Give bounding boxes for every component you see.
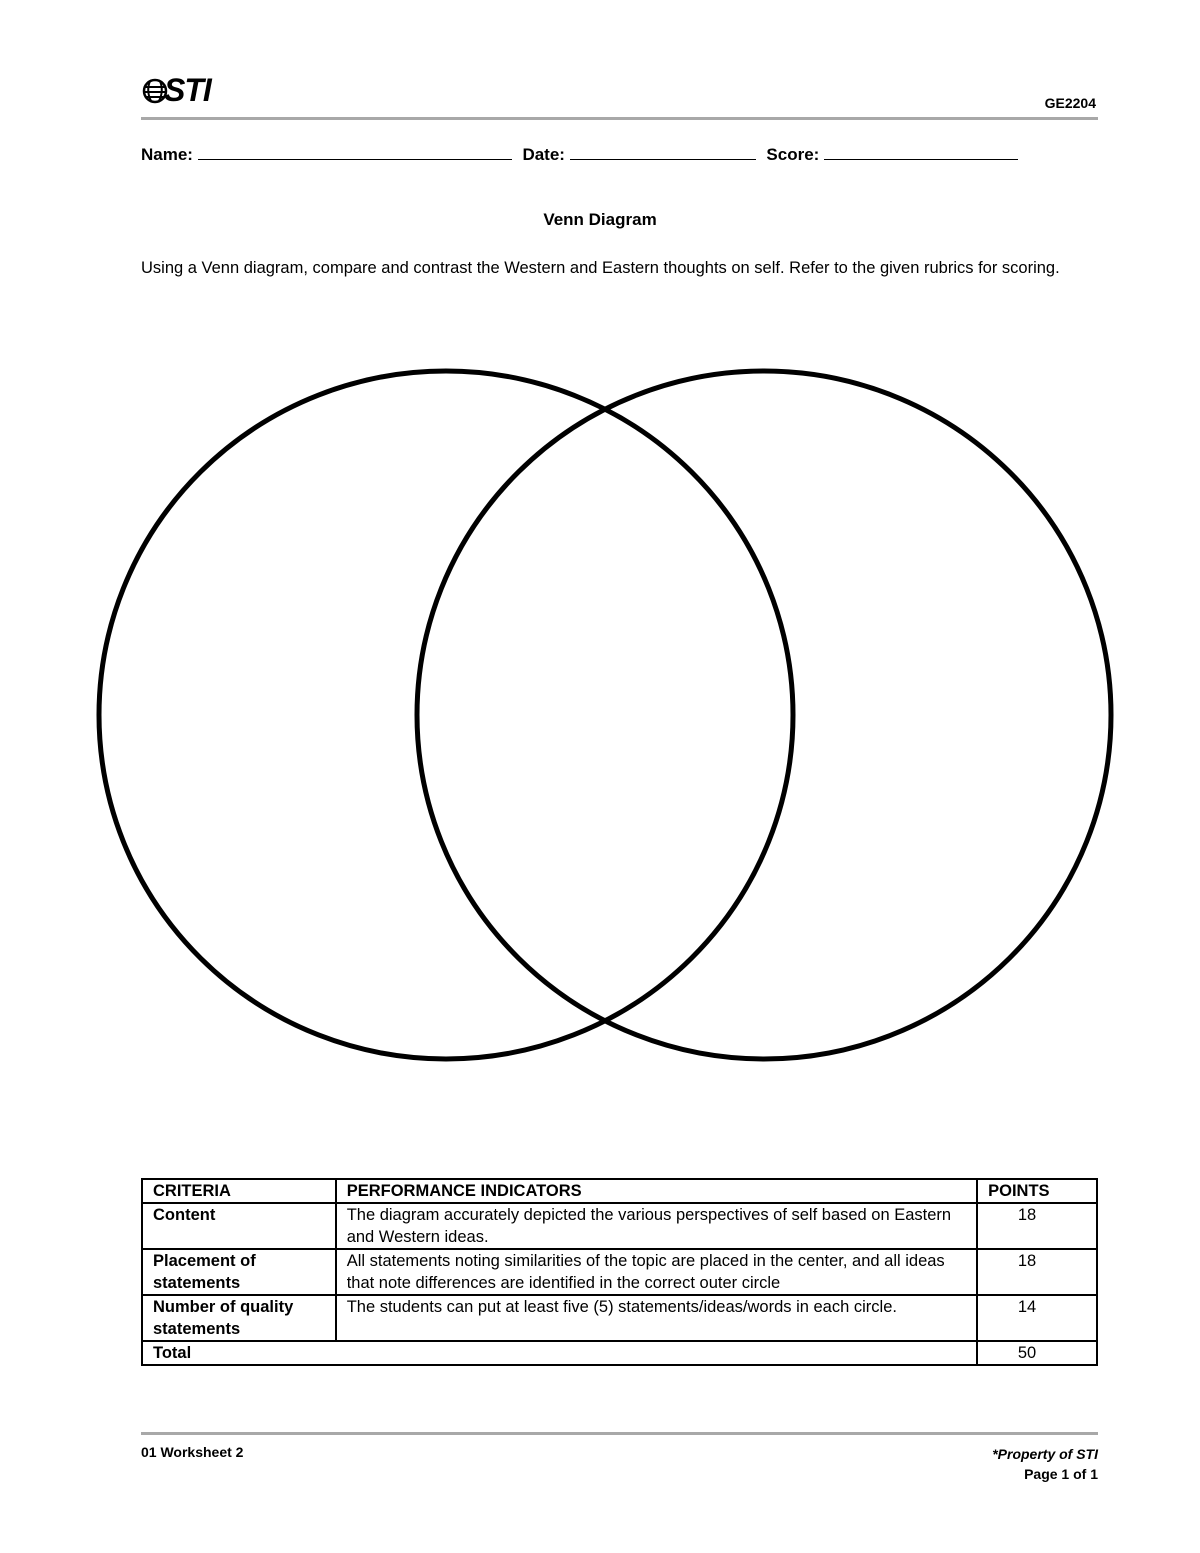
score-label: Score: — [766, 145, 820, 164]
rubric-row — [142, 1203, 1097, 1249]
worksheet-label: 01 Worksheet 2 — [141, 1444, 244, 1460]
header-points: POINTS — [977, 1179, 1097, 1203]
venn-right-circle[interactable] — [417, 371, 1111, 1059]
rubric-header-row — [142, 1179, 1097, 1203]
property-notice: *Property of STI — [992, 1446, 1098, 1462]
page-number: Page 1 of 1 — [1024, 1466, 1098, 1482]
total-label: Total — [142, 1341, 977, 1365]
points-cell: 14 — [977, 1295, 1097, 1341]
total-points: 50 — [977, 1341, 1097, 1365]
rubric-row — [142, 1249, 1097, 1295]
criteria-cell: Placement of statements — [142, 1249, 336, 1295]
rubric-row — [142, 1295, 1097, 1341]
instructions: Using a Venn diagram, compare and contrast the Western and Eastern thoughts on self. Refer to the given rubrics for scoring. — [141, 259, 1060, 277]
worksheet-title: Venn Diagram — [543, 210, 657, 229]
points-cell: 18 — [977, 1203, 1097, 1249]
points-cell: 18 — [977, 1249, 1097, 1295]
course-code: GE2204 — [1044, 95, 1096, 111]
footer-divider — [141, 1432, 1098, 1435]
venn-left-circle[interactable] — [99, 371, 793, 1059]
header-criteria: CRITERIA — [142, 1179, 336, 1203]
indicator-cell: All statements noting similarities of the topic are placed in the center, and all ideas that note differences are identified in the correct outer circle — [336, 1249, 977, 1295]
date-label: Date: — [522, 145, 565, 164]
criteria-cell: Content — [142, 1203, 336, 1249]
footer-right — [992, 1444, 1098, 1484]
criteria-cell: Number of quality statements — [142, 1295, 336, 1341]
indicator-cell: The students can put at least five (5) statements/ideas/words in each circle. — [336, 1295, 977, 1341]
logo-text: STI — [164, 72, 211, 108]
name-label: Name: — [141, 145, 193, 164]
indicator-cell: The diagram accurately depicted the various perspectives of self based on Eastern and Western ideas. — [336, 1203, 977, 1249]
rubric-total-row — [142, 1341, 1097, 1365]
rubric-table — [141, 1178, 1098, 1366]
header-indicators: PERFORMANCE INDICATORS — [336, 1179, 977, 1203]
